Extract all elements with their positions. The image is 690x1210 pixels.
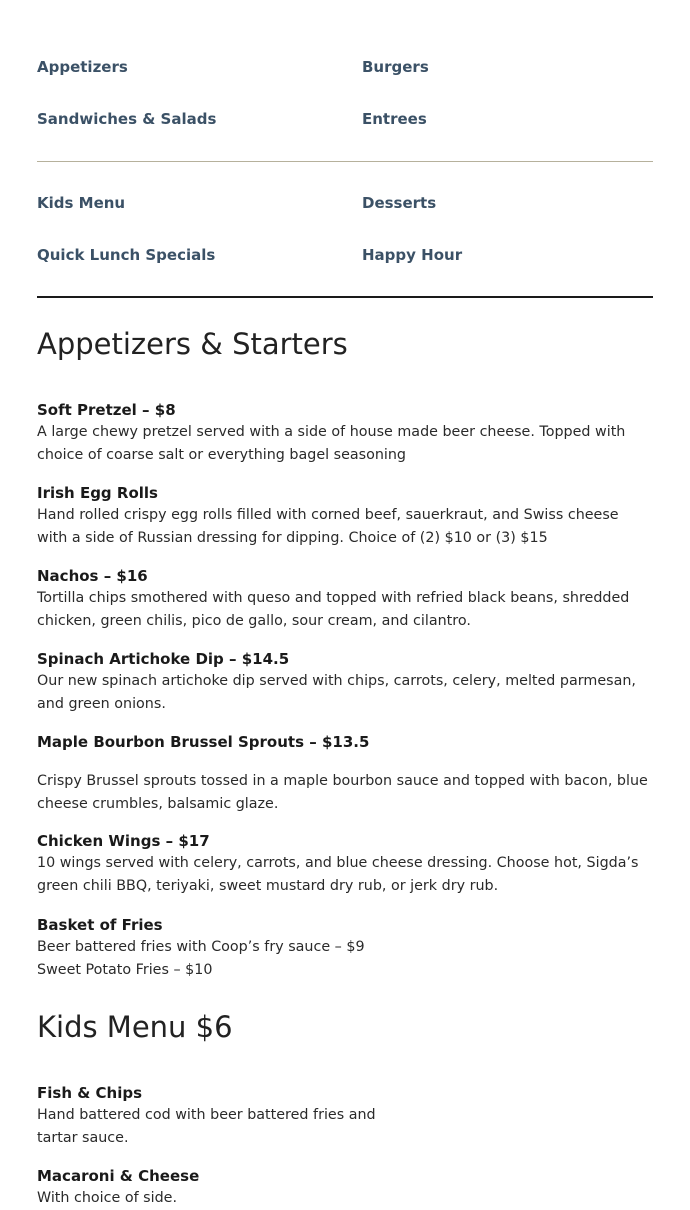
nav-link-sandwiches-salads[interactable]: Sandwiches & Salads [37, 110, 217, 128]
item-description: Tortilla chips smothered with queso and topped with refried black beans, shredded chicken, green chilis, pico de gallo, sour cream, and cilantro. [37, 590, 630, 629]
item-description: Hand rolled crispy egg rolls filled with corned beef, sauerkraut, and Swiss cheese with a side of Russian dressing for dipping. Choice of (2) $10 or (3) $15 [37, 507, 619, 546]
menu-item-basket-of-fries [37, 914, 653, 981]
menu-item-nachos [37, 565, 653, 632]
nav-link-entrees[interactable]: Entrees [362, 110, 427, 128]
menu-item-macaroni-cheese [37, 1165, 653, 1210]
section-title-appetizers: Appetizers & Starters [37, 327, 348, 361]
menu-item-chicken-wings [37, 830, 653, 897]
menu-item-irish-egg-rolls [37, 482, 653, 549]
item-description: 10 wings served with celery, carrots, and blue cheese dressing. Choose hot, Sigda’s green chili BBQ, teriyaki, sweet mustard dry rub, or jerk dry rub. [37, 855, 639, 894]
item-option-sweet-potato-fries: Sweet Potato Fries – $10 [37, 961, 213, 978]
nav-link-happy-hour[interactable]: Happy Hour [362, 246, 463, 264]
section-divider [37, 296, 653, 298]
item-name: Irish Egg Rolls [37, 484, 158, 502]
nav-link-burgers[interactable]: Burgers [362, 58, 429, 76]
item-description: Our new spinach artichoke dip served with chips, carrots, celery, melted parmesan, and green onions. [37, 673, 636, 712]
section-title-kids-menu: Kids Menu $6 [37, 1010, 233, 1044]
nav-divider [37, 161, 653, 162]
item-description: A large chewy pretzel served with a side of house made beer cheese. Topped with choice of coarse salt or everything bagel seasoning [37, 424, 626, 463]
menu-item-spinach-artichoke-dip [37, 648, 653, 715]
nav-link-quick-lunch-specials[interactable]: Quick Lunch Specials [37, 246, 216, 264]
item-name: Soft Pretzel – $8 [37, 401, 176, 419]
nav-link-appetizers[interactable]: Appetizers [37, 58, 128, 76]
item-name: Nachos – $16 [37, 567, 148, 585]
item-description: Hand battered cod with beer battered fries and tartar sauce. [37, 1107, 376, 1146]
item-name: Spinach Artichoke Dip – $14.5 [37, 650, 290, 668]
menu-nav-secondary [37, 193, 653, 297]
item-name: Maple Bourbon Brussel Sprouts – $13.5 [37, 733, 370, 751]
menu-nav-primary [37, 57, 653, 161]
item-option-fries: Beer battered fries with Coop’s fry sauce – $9 [37, 939, 365, 955]
item-name: Basket of Fries [37, 916, 163, 934]
menu-item-soft-pretzel [37, 399, 653, 466]
nav-link-kids-menu[interactable]: Kids Menu [37, 194, 126, 212]
nav-link-desserts[interactable]: Desserts [362, 194, 437, 212]
menu-item-fish-chips [37, 1082, 653, 1149]
item-description: Crispy Brussel sprouts tossed in a maple bourbon sauce and topped with bacon, blue cheese crumbles, balsamic glaze. [37, 773, 648, 812]
item-name: Fish & Chips [37, 1084, 143, 1102]
menu-item-brussel-sprouts [37, 731, 653, 815]
item-description: With choice of side. [37, 1190, 178, 1206]
item-name: Chicken Wings – $17 [37, 832, 210, 850]
item-name: Macaroni & Cheese [37, 1167, 200, 1185]
